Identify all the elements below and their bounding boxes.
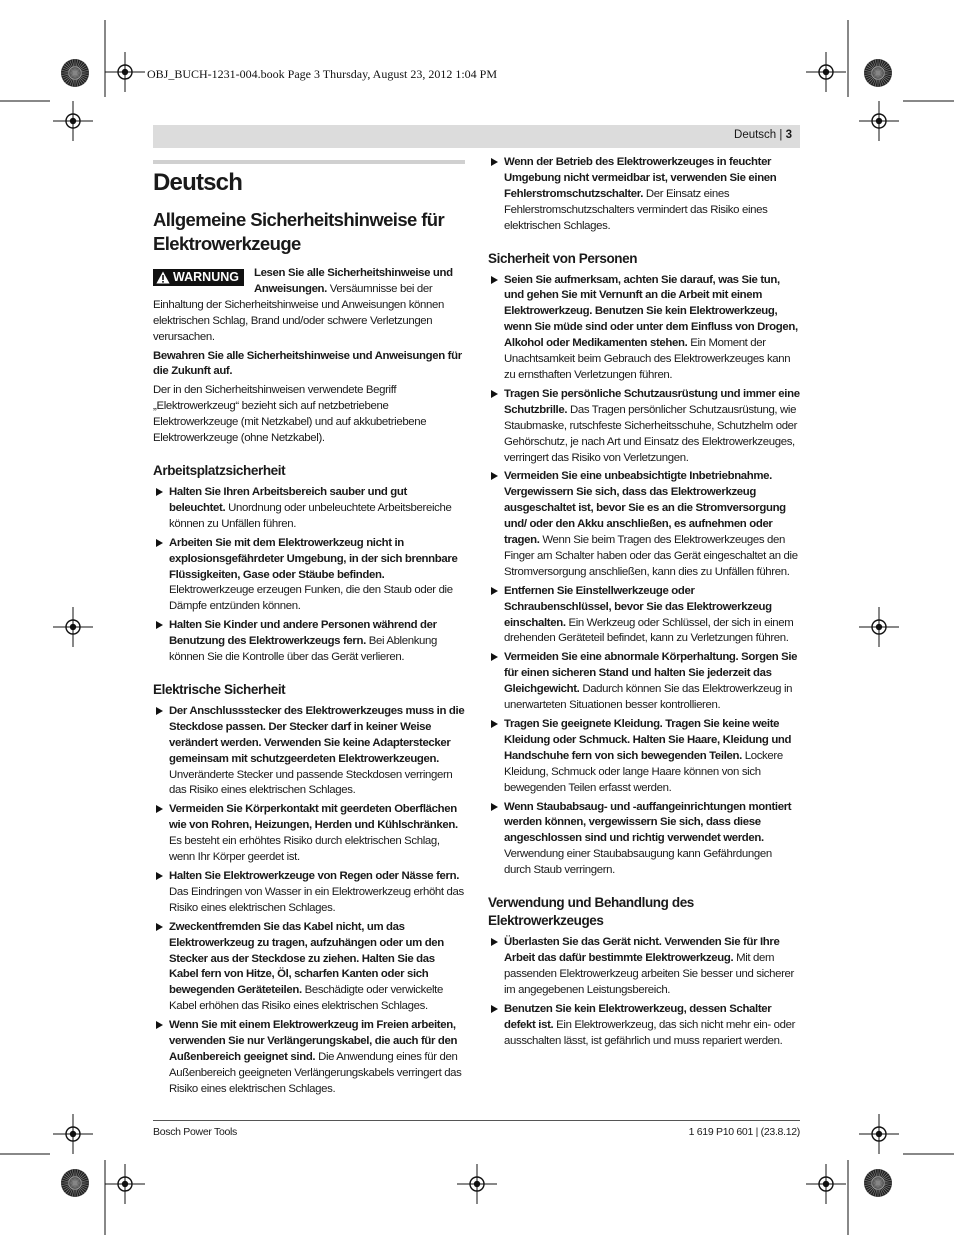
list-item	[153, 920, 465, 1015]
right-column	[488, 155, 800, 1052]
header-label	[734, 129, 792, 141]
bullet-arrow-icon	[491, 720, 498, 728]
bullet-arrow-icon	[156, 707, 163, 715]
list-item	[153, 869, 465, 917]
bullet-arrow-icon	[491, 472, 498, 480]
list-item	[488, 273, 800, 384]
item-bold: Wenn Staubabsaug- und -auffangeinrichtungen montiert werden können, vergewissern Sie sich, dass diese angeschlossen sind und richtig verwendet werden.	[504, 800, 792, 845]
heading-verwendung: Verwendung und Behandlung des Elektrowerkzeuges	[488, 895, 694, 929]
list-item	[488, 155, 800, 235]
footer-rule	[153, 1120, 800, 1121]
item-text: Ein Werkzeug oder Schlüssel, der sich in einem drehenden Geräteteil befindet, kann zu Verletzungen führen.	[504, 616, 794, 645]
header-language: Deutsch	[734, 129, 777, 141]
item-bold: Halten Sie Elektrowerkzeuge von Regen oder Nässe fern.	[169, 870, 460, 882]
list-item	[488, 935, 800, 999]
item-bold: Der Anschlussstecker des Elektrowerkzeuges muss in die Steckdose passen. Der Stecker darf in keiner Weise verändert werden. Verwenden Sie keine Adapterstecker gemeinsam mit schutzgeerdeten Elektrowerkzeugen.	[169, 704, 465, 765]
list-item	[488, 469, 800, 580]
item-bold: Zweckentfremden Sie das Kabel nicht, um das Elektrowerkzeug zu tragen, aufzuhängen oder um den Stecker aus der Steckdose zu ziehen. Halten Sie das Kabel fern von Hitze, Öl, scharfen Kanten oder sich bewegenden Geräteteilen.	[169, 920, 444, 997]
list-verwendung	[488, 935, 800, 1049]
bullet-arrow-icon	[156, 488, 163, 496]
header-page-number: 3	[785, 129, 792, 141]
bullet-arrow-icon	[156, 923, 163, 931]
item-text: Lockere Kleidung, Schmuck oder lange Haare können von sich bewegenden Teilen erfasst werden.	[504, 749, 783, 794]
list-arbeitsplatz	[153, 485, 465, 666]
item-text: Der Einsatz eines Fehlerstromschutzschalters vermindert das Risiko eines elektrischen Schlages.	[504, 187, 768, 232]
item-text: Unordnung oder unbeleuchtete Arbeitsbereiche können zu Unfällen führen.	[169, 501, 452, 530]
item-text: Wenn Sie beim Tragen des Elektrowerkzeuges den Finger am Schalter haben oder das Gerät eingeschaltet an die Stromversorgung anschließen, kann dies zu Unfällen führen.	[504, 534, 798, 578]
left-column	[153, 160, 465, 1101]
warning-block	[153, 266, 465, 346]
bullet-arrow-icon	[491, 653, 498, 661]
item-bold: Vermeiden Sie Körperkontakt mit geerdeten Oberflächen wie von Rohren, Heizungen, Herden und Kühlschränken.	[169, 803, 458, 832]
warning-triangle-icon	[156, 271, 170, 284]
item-bold: Seien Sie aufmerksam, achten Sie darauf, was Sie tun, und gehen Sie mit Vernunft an die Arbeit mit einem Elektrowerkzeug. Benutzen Sie kein Elektrowerkzeug, wenn Sie müde sind oder unter dem Einfluss von Drogen, Alkohol oder Medikamenten stehen.	[504, 273, 798, 350]
item-text: Dadurch können Sie das Elektrowerkzeug in unerwarteten Situationen besser kontrollieren.	[504, 683, 793, 712]
warning-badge	[153, 269, 244, 286]
item-text: Verwendung einer Staubabsaugung kann Gefährdungen durch Staub verringern.	[504, 848, 772, 877]
title-rule	[153, 160, 465, 164]
bullet-arrow-icon	[156, 539, 163, 547]
list-item	[153, 618, 465, 666]
list-elektrisch	[153, 704, 465, 1098]
running-header	[153, 125, 800, 148]
item-bold: Halten Sie Ihren Arbeitsbereich sauber und gut beleuchtet.	[169, 485, 407, 514]
warning-badge-label: WARNUNG	[173, 270, 239, 284]
item-text: Ein Moment der Unachtsamkeit beim Gebrauch des Elektrowerkzeuges kann zu ernsthaften Verletzungen führen.	[504, 337, 791, 381]
footer-brand: Bosch Power Tools	[153, 1126, 238, 1138]
list-personen	[488, 273, 800, 880]
term-note: Der in den Sicherheitshinweisen verwendete Begriff „Elektrowerkzeug“ bezieht sich auf netzbetriebene Elektrowerkzeuge (mit Netzkabel) und auf akkubetriebene Elektrowerkzeuge (ohne Netzkabel).	[153, 384, 427, 445]
list-item	[153, 704, 465, 799]
warning-body: Versäumnisse bei der Einhaltung der Sicherheitshinweise und Anweisungen können elektrischen Schlag, Brand und/oder schwere Verletzungen verursachen.	[153, 282, 444, 343]
item-text: Das Eindringen von Wasser in ein Elektrowerkzeug erhöht das Risiko eines elektrischen Schlages.	[169, 885, 464, 914]
item-text: Mit dem passenden Elektrowerkzeug arbeiten Sie besser und sicherer im angegebenen Leistungsbereich.	[504, 951, 794, 996]
list-item	[488, 387, 800, 467]
list-item	[153, 536, 465, 616]
item-text: Es besteht ein erhöhtes Risiko durch elektrischen Schlag, wenn Ihr Körper geerdet ist.	[169, 835, 440, 864]
list-item	[488, 584, 800, 648]
list-item	[153, 1018, 465, 1098]
item-bold: Tragen Sie persönliche Schutzausrüstung und immer eine Schutzbrille.	[504, 387, 800, 416]
item-bold: Wenn der Betrieb des Elektrowerkzeuges in feuchter Umgebung nicht vermeidbar ist, verwenden Sie einen Fehlerstromschutzschalter.	[504, 156, 777, 200]
item-text: Beschädigte oder verwickelte Kabel erhöhen das Risiko eines elektrischen Schlages.	[169, 984, 443, 1013]
item-bold: Entfernen Sie Einstellwerkzeuge oder Schraubenschlüssel, bevor Sie das Elektrowerkzeug einschalten.	[504, 584, 772, 629]
list-item	[488, 650, 800, 714]
list-item	[153, 802, 465, 866]
bullet-arrow-icon	[491, 1005, 498, 1013]
heading-arbeitsplatz: Arbeitsplatzsicherheit	[153, 462, 286, 478]
warning-bold: Lesen Sie alle Sicherheitshinweise und Anweisungen.	[253, 267, 453, 295]
heading-elektrisch: Elektrische Sicherheit	[153, 681, 286, 697]
item-bold: Wenn Sie mit einem Elektrowerkzeug im Freien arbeiten, verwenden Sie nur Verlängerungskabel, die auch für den Außenbereich geeignet sind.	[169, 1019, 458, 1063]
keep-note-bold: Bewahren Sie alle Sicherheitshinweise und Anweisungen für die Zukunft auf.	[153, 349, 462, 378]
bullet-arrow-icon	[491, 938, 498, 946]
item-text: Elektrowerkzeuge erzeugen Funken, die den Staub oder die Dämpfe entzünden können.	[169, 584, 453, 613]
bullet-arrow-icon	[491, 803, 498, 811]
item-bold: Vermeiden Sie eine abnormale Körperhaltung. Sorgen Sie für einen sicheren Stand und halten Sie jederzeit das Gleichgewicht.	[504, 651, 798, 696]
bullet-arrow-icon	[156, 872, 163, 880]
header-separator: |	[776, 129, 786, 141]
bullet-arrow-icon	[156, 621, 163, 629]
file-slug: OBJ_BUCH-1231-004.book Page 3 Thursday, August 23, 2012 1:04 PM	[147, 67, 498, 81]
section-title: Allgemeine Sicherheitshinweise für Elektrowerkzeuge	[153, 209, 445, 254]
bullet-arrow-icon	[156, 805, 163, 813]
bullet-arrow-icon	[491, 587, 498, 595]
item-text: Das Tragen persönlicher Schutzausrüstung, wie Staubmaske, rutschfeste Sicherheitsschuhe, Schutzhelm oder Gehörschutz, je nach Art und Einsatz des Elektrowerkzeuges, verringert das Risiko von Verletzungen.	[504, 403, 798, 464]
item-bold: Halten Sie Kinder und andere Personen während der Benutzung des Elektrowerkzeugs fern.	[169, 619, 437, 648]
list-item	[488, 1002, 800, 1050]
list-item	[153, 485, 465, 533]
page-title: Deutsch	[153, 169, 243, 196]
item-text: Ein Elektrowerkzeug, das sich nicht mehr ein- oder ausschalten lässt, ist gefährlich und muss repariert werden.	[504, 1018, 796, 1047]
item-bold: Tragen Sie geeignete Kleidung. Tragen Sie keine weite Kleidung oder Schmuck. Halten Sie Haare, Kleidung und Handschuhe fern von sich bewegenden Teilen.	[504, 718, 792, 762]
item-text: Unveränderte Stecker und passende Steckdosen verringern das Risiko eines elektrischen Schlages.	[169, 768, 453, 797]
item-bold: Benutzen Sie kein Elektrowerkzeug, dessen Schalter defekt ist.	[504, 1002, 772, 1031]
item-text: Bei Ablenkung können Sie die Kontrolle über das Gerät verlieren.	[169, 635, 438, 664]
bullet-arrow-icon	[156, 1021, 163, 1029]
item-bold: Vermeiden Sie eine unbeabsichtigte Inbetriebnahme. Vergewissern Sie sich, dass das Elektrowerkzeug ausgeschaltet ist, bevor Sie es an die Stromversorgung und/ oder den Akku anschließen, es aufnehmen oder tragen.	[504, 470, 786, 547]
item-bold: Überlasten Sie das Gerät nicht. Verwenden Sie für Ihre Arbeit das dafür bestimmte Elektrowerkzeug.	[504, 936, 780, 964]
item-text: Die Anwendung eines für den Außenbereich geeigneten Verlängerungskabels verringert das Risiko eines elektrischen Schlages.	[169, 1050, 462, 1095]
footer-docnumber: 1 619 P10 601 | (23.8.12)	[688, 1126, 800, 1138]
keep-note	[153, 349, 465, 381]
bullet-arrow-icon	[491, 158, 498, 166]
item-bold: Arbeiten Sie mit dem Elektrowerkzeug nicht in explosionsgefährdeter Umgebung, in der sich brennbare Flüssigkeiten, Gase oder Stäube befinden.	[169, 536, 458, 581]
bullet-arrow-icon	[491, 390, 498, 398]
list-item	[488, 717, 800, 797]
heading-personen: Sicherheit von Personen	[488, 250, 638, 266]
bullet-arrow-icon	[491, 276, 498, 284]
list-item	[488, 800, 800, 880]
